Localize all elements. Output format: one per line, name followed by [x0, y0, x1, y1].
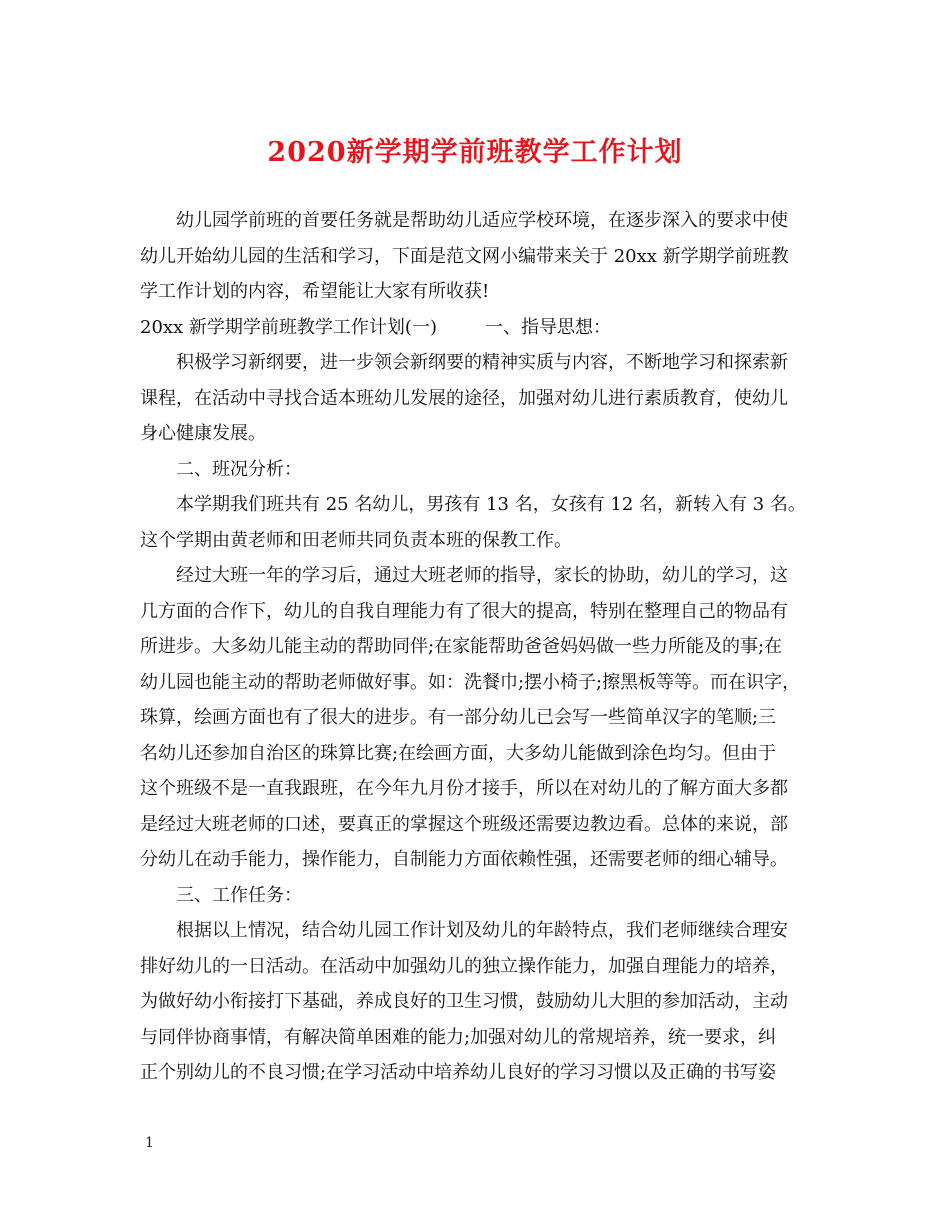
paragraph-line: 排好幼儿的一日活动。在活动中加强幼儿的独立操作能力，加强自理能力的培养，: [140, 955, 788, 977]
paragraph-line: 经过大班一年的学习后，通过大班老师的指导，家长的协助，幼儿的学习，这: [176, 565, 788, 586]
paragraph-line: 珠算，绘画方面也有了很大的进步。有一部分幼儿已会写一些简单汉字的笔顺;三: [140, 707, 777, 728]
paragraph-line: 分幼儿在动手能力，操作能力，自制能力方面依赖性强，还需要老师的细心辅导。: [140, 849, 788, 870]
page-number: 1: [145, 1135, 154, 1151]
paragraph-line: 几方面的合作下，幼儿的自我自理能力有了很大的提高，特别在整理自己的物品有: [140, 600, 788, 622]
paragraph-line: 名幼儿还参加自治区的珠算比赛;在绘画方面，大多幼儿能做到涂色均匀。但由于: [140, 742, 777, 764]
paragraph-line: 身心健康发展。: [140, 423, 266, 444]
paragraph-line: 这个学期由黄老师和田老师共同负责本班的保教工作。: [140, 529, 572, 551]
paragraph-line: 幼儿开始幼儿园的生活和学习，下面是范文网小编带来关于 20xx 新学期学前班教: [140, 245, 789, 267]
paragraph-line: 积极学习新纲要，进一步领会新纲要的精神实质与内容，不断地学习和探索新: [176, 352, 788, 373]
paragraph-line: 根据以上情况，结合幼儿园工作计划及幼儿的年龄特点，我们老师继续合理安: [176, 920, 788, 941]
plan-subtitle: 20xx 新学期学前班教学工作计划(一): [140, 316, 437, 338]
paragraph-line: 是经过大班老师的口述，要真正的掌握这个班级还需要边教边看。总体的来说，部: [140, 813, 788, 835]
paragraph-line: 幼儿园也能主动的帮助老师做好事。如：洗餐巾;摆小椅子;擦黑板等等。而在识字，: [140, 671, 801, 693]
document-title: 2020新学期学前班教学工作计划: [267, 137, 683, 168]
section-heading-line: [140, 310, 820, 346]
paragraph-line: 学工作计划的内容，希望能让大家有所收获!: [140, 281, 490, 302]
paragraph-line: 为做好幼小衔接打下基础，养成良好的卫生习惯，鼓励幼儿大胆的参加活动，主动: [140, 991, 788, 1012]
paragraph-line: 正个别幼儿的不良习惯;在学习活动中培养幼儿良好的学习习惯以及正确的书写姿: [140, 1062, 777, 1083]
paragraph-line: 本学期我们班共有 25 名幼儿，男孩有 13 名，女孩有 12 名，新转入有 3 名。: [176, 494, 806, 515]
section-heading: 三、工作任务：: [176, 884, 302, 906]
guiding-ideology-heading: 一、指导思想：: [484, 316, 611, 338]
paragraph-line: 课程，在活动中寻找合适本班幼儿发展的途径，加强对幼儿进行素质教育，使幼儿: [140, 387, 788, 409]
document-body: [140, 203, 820, 1091]
section-heading: 二、班况分析：: [176, 458, 302, 480]
paragraph-line: 这个班级不是一直我跟班，在今年九月份才接手，所以在对幼儿的了解方面大多都: [140, 778, 788, 799]
paragraph-line: 与同伴协商事情，有解决简单困难的能力;加强对幼儿的常规培养，统一要求，纠: [140, 1026, 777, 1048]
paragraph-line: 所进步。大多幼儿能主动的帮助同伴;在家能帮助爸爸妈妈做一些力所能及的事;在: [140, 636, 783, 657]
paragraph-line: 幼儿园学前班的首要任务就是帮助幼儿适应学校环境，在逐步深入的要求中使: [176, 210, 788, 231]
